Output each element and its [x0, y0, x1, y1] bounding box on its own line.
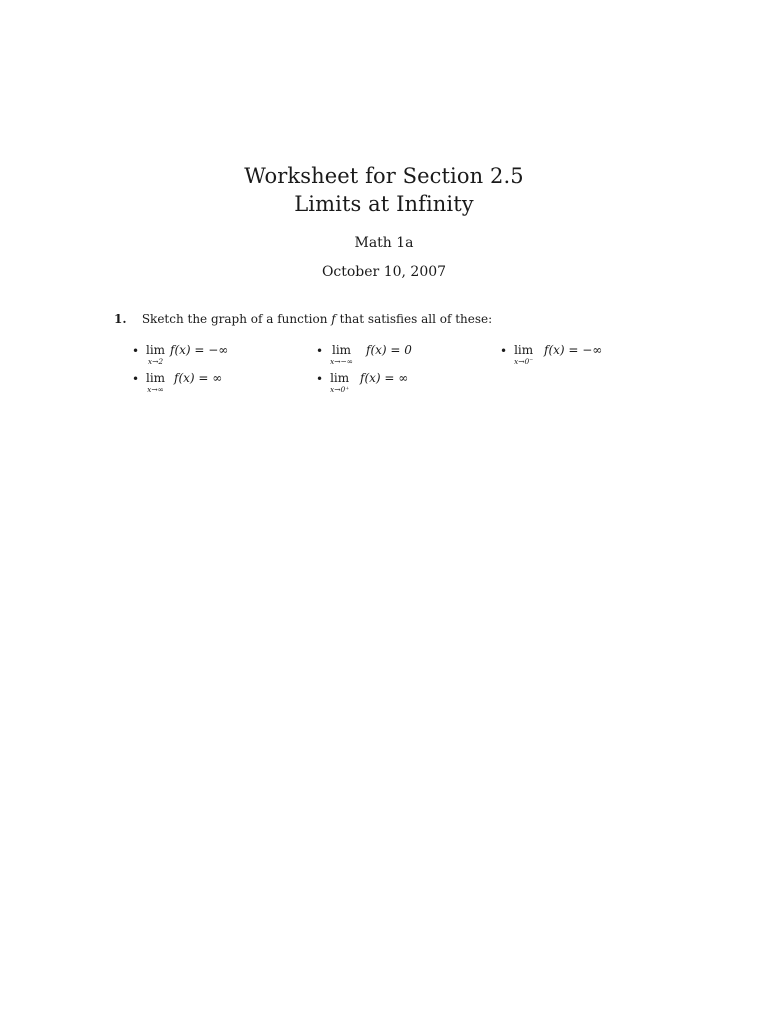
problem-number: 1.	[114, 312, 127, 326]
limit-condition-2	[316, 343, 486, 367]
lim-operator	[330, 371, 349, 394]
lim-word: lim	[146, 371, 166, 385]
lim-operator	[514, 343, 533, 366]
problem-1-statement	[114, 311, 492, 327]
lim-subscript: x→2	[147, 357, 164, 366]
lim-expression: f(x) = ∞	[360, 371, 409, 385]
bullet-icon: •	[500, 344, 508, 358]
lim-subscript: x→0⁺	[330, 385, 350, 394]
lim-word: lim	[146, 343, 166, 357]
lim-word: lim	[330, 371, 350, 385]
problem-text-before: Sketch the graph of a function	[141, 312, 328, 326]
lim-expression: f(x) = 0	[366, 343, 412, 357]
function-symbol: f	[331, 312, 336, 326]
bullet-icon: •	[132, 372, 140, 386]
limit-condition-3	[500, 343, 670, 367]
limit-condition-1	[132, 343, 302, 367]
lim-expression: f(x) = −∞	[170, 343, 229, 357]
lim-subscript: x→−∞	[330, 357, 354, 366]
lim-subscript: x→∞	[147, 385, 164, 394]
worksheet-header	[0, 162, 768, 281]
lim-expression: f(x) = −∞	[544, 343, 603, 357]
title-line-1: Worksheet for Section 2.5	[244, 164, 524, 188]
problem-text-after: that satisfies all of these:	[339, 312, 493, 326]
bullet-icon: •	[316, 372, 324, 386]
limit-condition-5	[316, 371, 486, 395]
lim-word: lim	[514, 343, 534, 357]
lim-subscript: x→0⁻	[514, 357, 534, 366]
lim-word: lim	[331, 343, 352, 357]
limit-condition-4	[132, 371, 302, 395]
lim-operator	[330, 343, 353, 366]
lim-operator	[146, 371, 165, 394]
bullet-icon: •	[316, 344, 324, 358]
title-line-2: Limits at Infinity	[294, 192, 474, 216]
bullet-icon: •	[132, 344, 140, 358]
course-name: Math 1a	[354, 235, 414, 251]
worksheet-date: October 10, 2007	[321, 264, 447, 280]
lim-expression: f(x) = ∞	[174, 371, 223, 385]
lim-operator	[146, 343, 165, 366]
